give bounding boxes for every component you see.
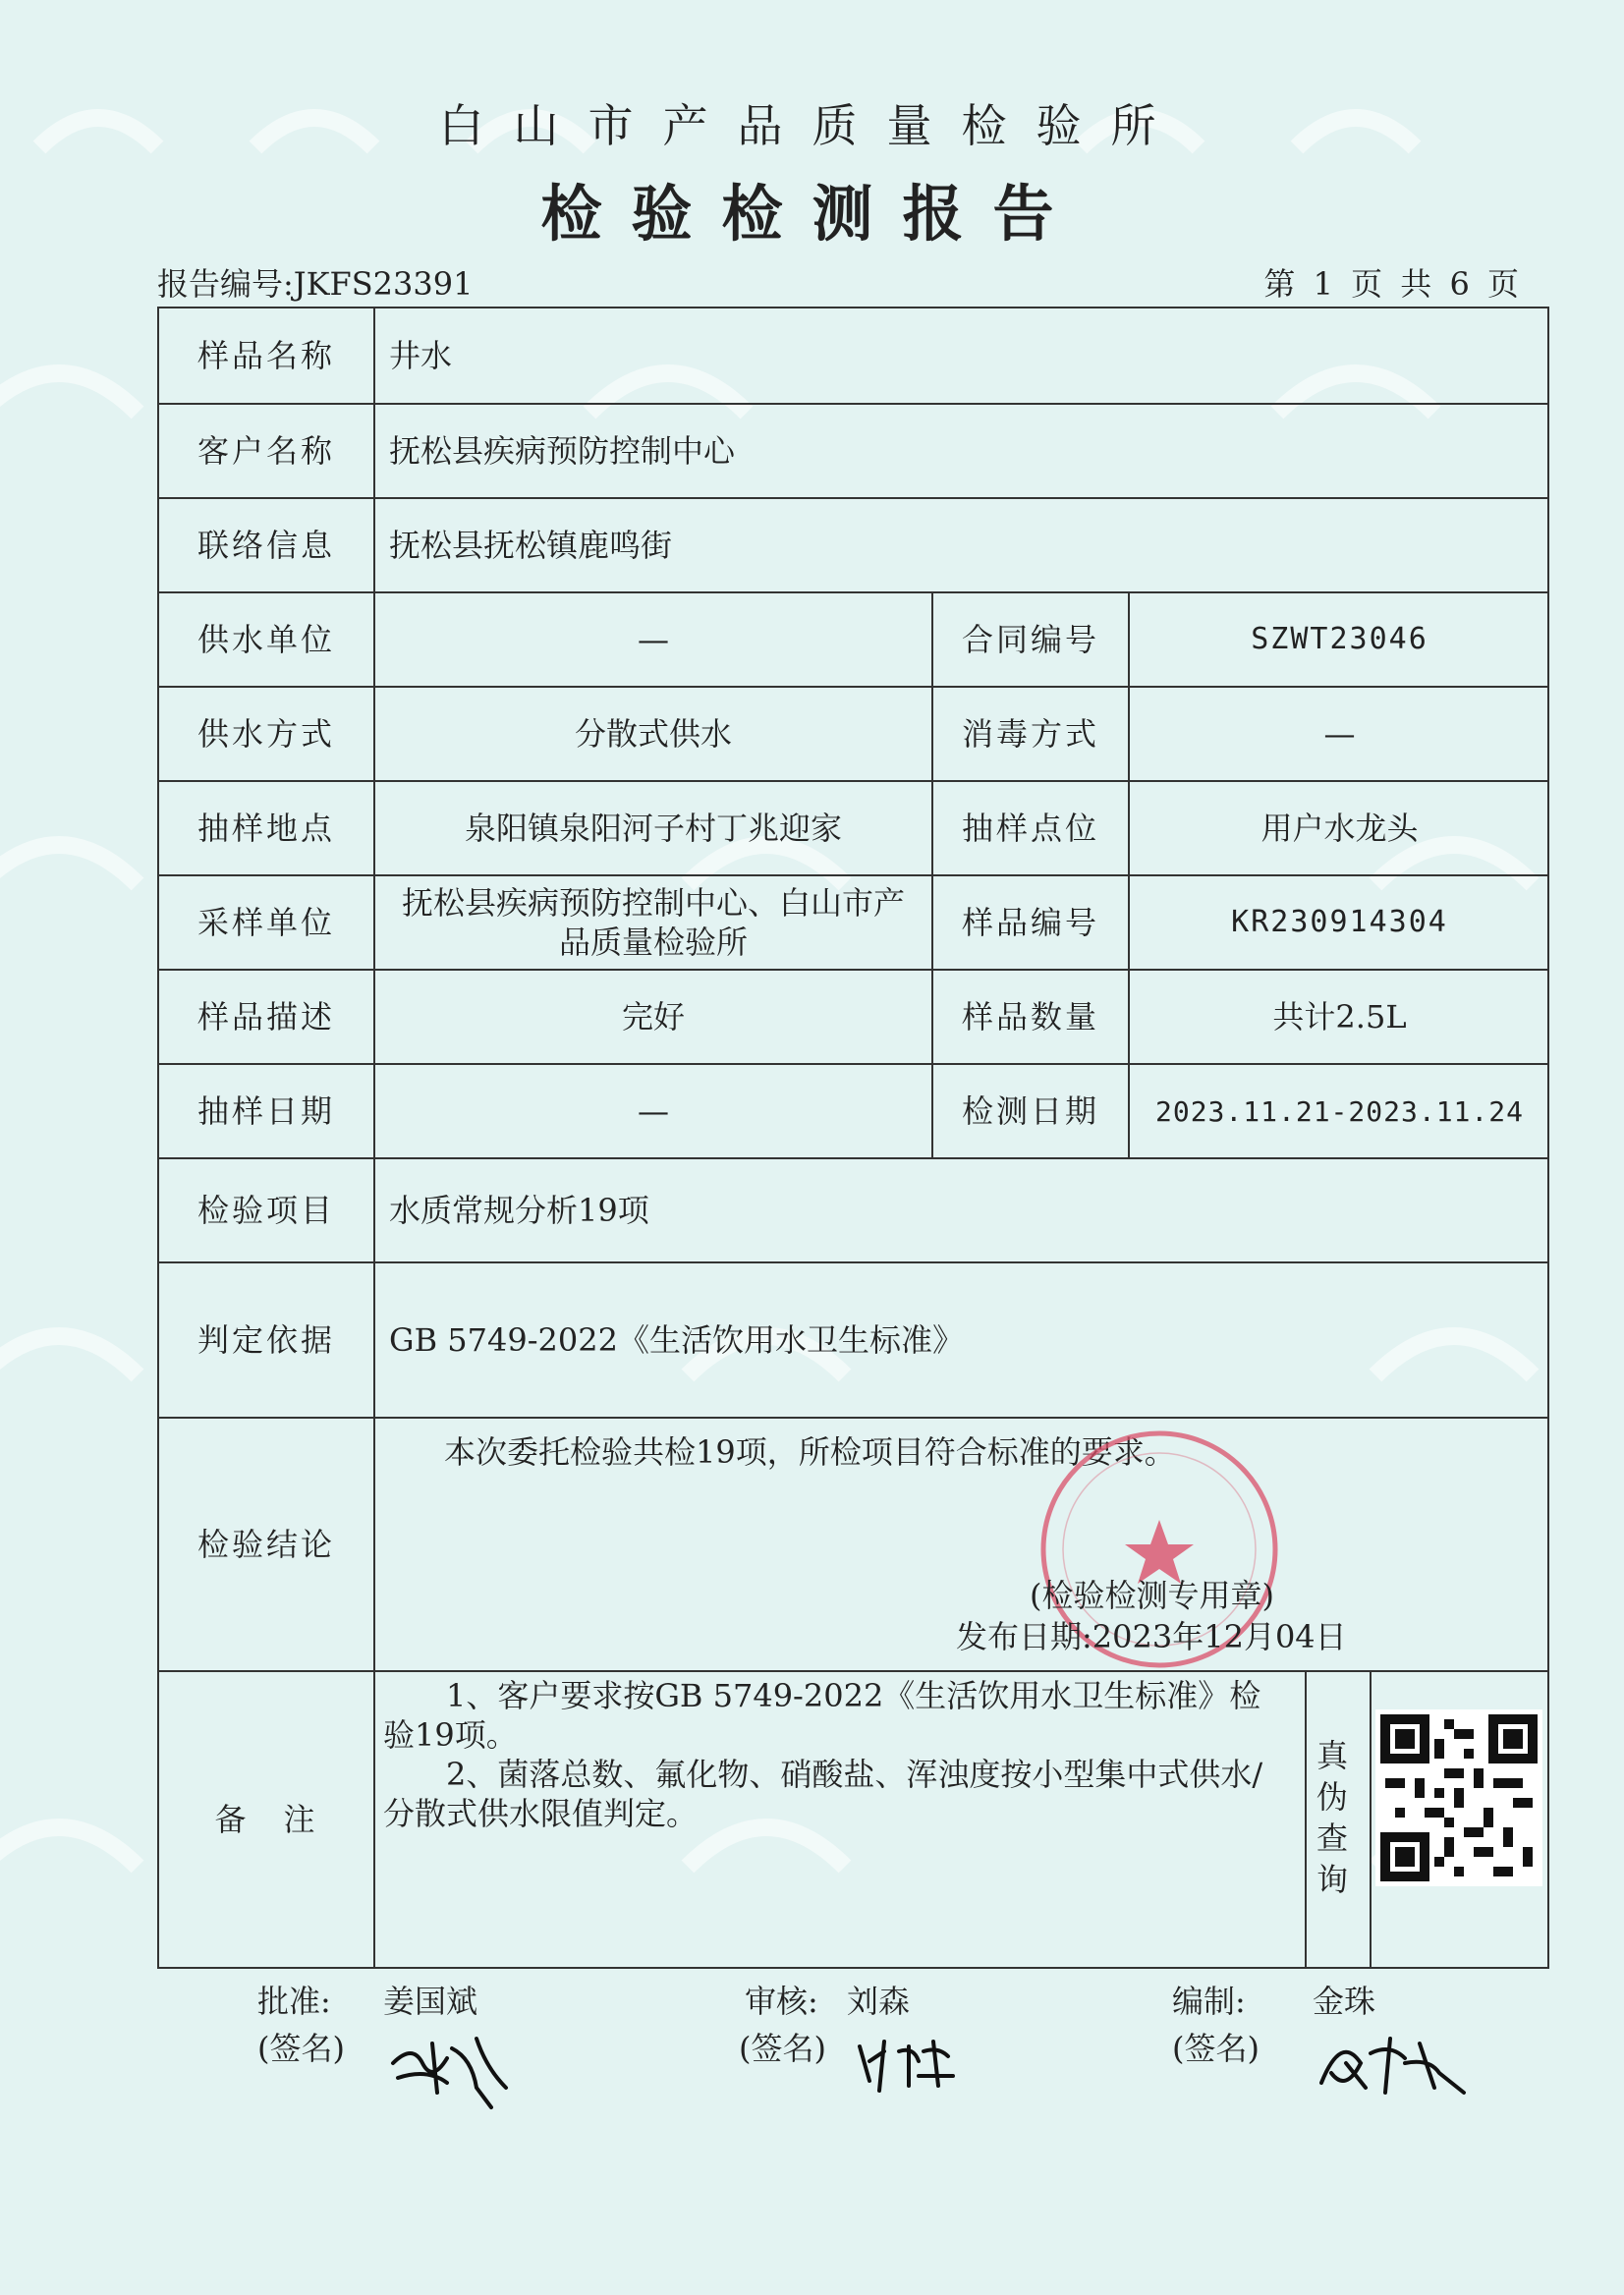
client-name-label: 客户名称 bbox=[196, 432, 335, 470]
sampling-date-label: 抽样日期 bbox=[196, 1092, 335, 1130]
contact-info-label: 联络信息 bbox=[196, 527, 335, 564]
disinfection-value: — bbox=[1323, 715, 1356, 753]
sample-qty-value: 共计2.5L bbox=[1272, 998, 1407, 1036]
contact-info-value: 抚松县抚松镇鹿鸣街 bbox=[389, 527, 673, 564]
remarks-line-1: 1、客户要求按GB 5749-2022《生活饮用水卫生标准》检验19项。 bbox=[383, 1677, 1261, 1754]
sampling-date-value: — bbox=[638, 1092, 669, 1130]
sampling-unit-label: 采样单位 bbox=[196, 904, 335, 941]
test-items-label: 检验项目 bbox=[196, 1192, 335, 1229]
review-label: 审核: bbox=[745, 1983, 818, 2020]
supply-mode-label: 供水方式 bbox=[196, 715, 335, 753]
basis-label: 判定依据 bbox=[196, 1321, 335, 1359]
approve-signature bbox=[388, 2024, 516, 2112]
report-number: 报告编号:JKFS23391 bbox=[157, 265, 474, 303]
page-info: 第 1 页 共 6 页 bbox=[1263, 265, 1523, 303]
remarks-line-2: 2、菌落总数、氟化物、硝酸盐、浑浊度按小型集中式供水/分散式供水限值判定。 bbox=[383, 1756, 1263, 1832]
remarks-label: 备 注 bbox=[214, 1801, 318, 1838]
sampling-point-value: 用户水龙头 bbox=[1260, 810, 1419, 847]
contract-no-value: SZWT23046 bbox=[1251, 622, 1428, 657]
review-signature bbox=[855, 2032, 963, 2100]
supply-unit-value: — bbox=[638, 621, 669, 658]
sampling-point-label: 抽样点位 bbox=[961, 810, 1099, 847]
qr-code-icon bbox=[1375, 1709, 1542, 1886]
sample-name-value: 井水 bbox=[389, 337, 453, 374]
verify-label: 真伪查询 bbox=[1316, 1737, 1349, 1898]
compile-label: 编制: bbox=[1172, 1983, 1246, 2020]
client-name-value: 抚松县疾病预防控制中心 bbox=[389, 432, 736, 470]
compile-name: 金珠 bbox=[1313, 1983, 1376, 2020]
basis-value: GB 5749-2022《生活饮用水卫生标准》 bbox=[389, 1321, 964, 1359]
disinfection-label: 消毒方式 bbox=[961, 715, 1099, 753]
sample-name-label: 样品名称 bbox=[196, 337, 335, 374]
approve-name: 姜国斌 bbox=[383, 1983, 478, 2020]
compile-sign-label: (签名) bbox=[1172, 2030, 1260, 2067]
qr-code[interactable] bbox=[1375, 1709, 1542, 1886]
supply-unit-label: 供水单位 bbox=[196, 621, 335, 658]
sampling-unit-value: 抚松县疾病预防控制中心、白山市产品质量检验所 bbox=[401, 884, 905, 961]
sample-qty-label: 样品数量 bbox=[961, 998, 1099, 1036]
test-date-label: 检测日期 bbox=[961, 1092, 1099, 1130]
test-date-value: 2023.11.21-2023.11.24 bbox=[1154, 1094, 1524, 1128]
issue-date: 发布日期:2023年12月04日 bbox=[956, 1618, 1347, 1655]
seal-note: (检验检测专用章) bbox=[1030, 1577, 1274, 1614]
org-name: 白山市产品质量检验所 bbox=[438, 99, 1186, 152]
sample-no-value: KR230914304 bbox=[1231, 905, 1448, 940]
approve-sign-label: (签名) bbox=[257, 2030, 345, 2067]
contract-no-label: 合同编号 bbox=[961, 621, 1099, 658]
review-sign-label: (签名) bbox=[739, 2030, 826, 2067]
col-line bbox=[1305, 1670, 1307, 1969]
review-name: 刘森 bbox=[847, 1983, 911, 2020]
sample-desc-label: 样品描述 bbox=[196, 998, 335, 1036]
seal-star-icon bbox=[1125, 1520, 1194, 1584]
col-line bbox=[1370, 1670, 1372, 1969]
compile-signature bbox=[1312, 2024, 1479, 2112]
conclusion-label: 检验结论 bbox=[196, 1526, 335, 1563]
supply-mode-value: 分散式供水 bbox=[574, 715, 732, 753]
sample-desc-value: 完好 bbox=[621, 998, 685, 1036]
sampling-site-label: 抽样地点 bbox=[196, 810, 335, 847]
approve-label: 批准: bbox=[257, 1983, 331, 2020]
conclusion-text: 本次委托检验共检19项，所检项目符合标准的要求。 bbox=[444, 1433, 1176, 1471]
test-items-value: 水质常规分析19项 bbox=[389, 1192, 649, 1229]
report-title: 检验检测报告 bbox=[540, 178, 1084, 250]
sample-no-label: 样品编号 bbox=[961, 904, 1099, 941]
sampling-site-value: 泉阳镇泉阳河子村丁兆迎家 bbox=[464, 810, 842, 847]
